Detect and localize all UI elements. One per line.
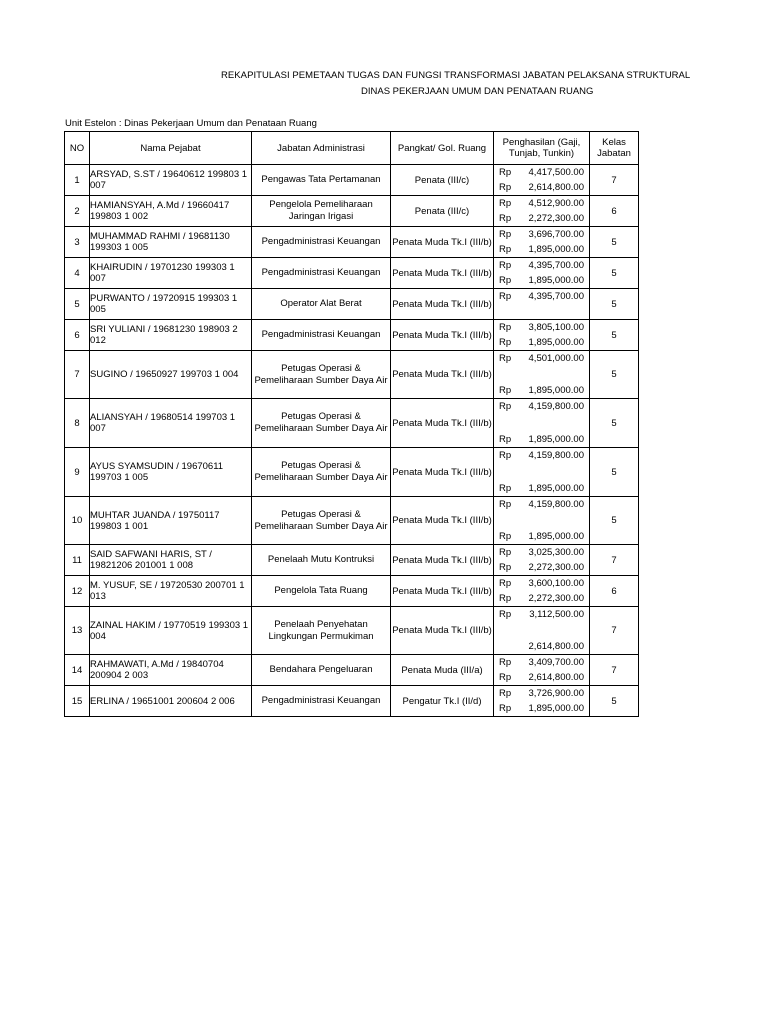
cell-kelas-jabatan: 7 (590, 545, 639, 576)
header-jabatan: Jabatan Administrasi (252, 132, 391, 165)
cell-nama-pejabat: SRI YULIANI / 19681230 198903 2 012 (90, 320, 252, 351)
penghasilan-lines (494, 448, 589, 496)
penghasilan-lines (494, 289, 589, 319)
cell-nama-pejabat: AYUS SYAMSUDIN / 19670611 199703 1 005 (90, 448, 252, 497)
amount-value: 3,805,100.00 (528, 322, 584, 333)
penghasilan-lines (494, 258, 589, 288)
amount-value: 4,159,800.00 (528, 401, 584, 412)
cell-no: 2 (65, 196, 90, 227)
cell-no: 11 (65, 545, 90, 576)
currency-label: Rp (499, 213, 512, 224)
cell-kelas-jabatan: 7 (590, 607, 639, 655)
cell-nama-pejabat: PURWANTO / 19720915 199303 1 005 (90, 289, 252, 320)
amount-value: 1,895,000.00 (528, 531, 584, 542)
cell-jabatan: Petugas Operasi & Pemeliharaan Sumber Daya Air (252, 448, 391, 497)
currency-label: Rp (499, 291, 512, 302)
currency-label (494, 639, 522, 654)
amount-value: 4,159,800.00 (528, 499, 584, 510)
currency-label: Rp (499, 337, 512, 348)
cell-kelas-jabatan: 5 (590, 351, 639, 399)
cell-pangkat: Penata Muda Tk.I (III/b) (391, 351, 494, 399)
cell-no: 8 (65, 399, 90, 448)
penghasilan-line-1 (494, 607, 589, 622)
currency-label: Rp (499, 401, 512, 412)
currency-label: Rp (499, 275, 512, 286)
currency-label: Rp (499, 229, 512, 240)
amount-value: 2,272,300.00 (528, 562, 584, 573)
cell-no: 13 (65, 607, 90, 655)
currency-label: Rp (499, 260, 512, 271)
cell-pangkat: Penata Muda Tk.I (III/b) (391, 576, 494, 607)
amount-value: 3,409,700.00 (528, 657, 584, 668)
penghasilan-line-2 (494, 560, 589, 575)
penghasilan-lines (494, 545, 589, 575)
penghasilan-line-2 (494, 481, 589, 496)
amount-value: 1,895,000.00 (528, 275, 584, 286)
cell-jabatan: Pengadministrasi Keuangan (252, 227, 391, 258)
cell-penghasilan (494, 607, 590, 655)
table-row (65, 448, 639, 497)
penghasilan-line-2 (494, 273, 589, 288)
cell-penghasilan (494, 289, 590, 320)
unit-label: Unit Estelon : Dinas Pekerjaan Umum dan Penataan Ruang (65, 118, 317, 129)
penghasilan-line-1 (494, 545, 589, 560)
currency-label: Rp (499, 657, 512, 668)
cell-kelas-jabatan: 6 (590, 196, 639, 227)
cell-pangkat: Penata (III/c) (391, 165, 494, 196)
amount-value: 1,895,000.00 (528, 337, 584, 348)
cell-jabatan: Pengadministrasi Keuangan (252, 258, 391, 289)
table-row (65, 227, 639, 258)
amount-value: 4,417,500.00 (528, 167, 584, 178)
penghasilan-line-1 (494, 165, 589, 180)
currency-label: Rp (499, 672, 512, 683)
currency-label: Rp (499, 385, 512, 396)
cell-kelas-jabatan: 7 (590, 655, 639, 686)
penghasilan-lines (494, 607, 589, 654)
currency-label: Rp (499, 562, 512, 573)
cell-jabatan: Pengawas Tata Pertamanan (252, 165, 391, 196)
cell-jabatan: Penelaah Penyehatan Lingkungan Permukiman (252, 607, 391, 655)
cell-penghasilan (494, 399, 590, 448)
cell-kelas-jabatan: 6 (590, 576, 639, 607)
amount-value: 4,512,900.00 (528, 198, 584, 209)
table-row (65, 351, 639, 399)
cell-pangkat: Penata Muda Tk.I (III/b) (391, 227, 494, 258)
cell-penghasilan (494, 258, 590, 289)
amount-value: 4,395,700.00 (528, 291, 584, 302)
cell-jabatan: Petugas Operasi & Pemeliharaan Sumber Daya Air (252, 351, 391, 399)
cell-pangkat: Penata Muda Tk.I (III/b) (391, 258, 494, 289)
table-body (65, 165, 639, 717)
amount-value: 3,726,900.00 (528, 688, 584, 699)
document-subtitle: DINAS PEKERJAAN UMUM DAN PENATAAN RUANG (361, 86, 594, 97)
cell-no: 12 (65, 576, 90, 607)
cell-penghasilan (494, 655, 590, 686)
penghasilan-line-2 (494, 211, 589, 226)
table-row (65, 655, 639, 686)
penghasilan-lines (494, 165, 589, 195)
penghasilan-lines (494, 686, 589, 716)
header-nama: Nama Pejabat (90, 132, 252, 165)
amount-value: 4,395,700.00 (528, 260, 584, 271)
penghasilan-line-2 (494, 639, 589, 654)
amount-value: 2,614,800.00 (528, 672, 584, 683)
cell-kelas-jabatan: 5 (590, 258, 639, 289)
currency-label: Rp (499, 531, 512, 542)
penghasilan-line-2 (494, 180, 589, 195)
penghasilan-line-1 (494, 686, 589, 701)
document-title: REKAPITULASI PEMETAAN TUGAS DAN FUNGSI TRANSFORMASI JABATAN PELAKSANA STRUKTURAL (221, 70, 691, 81)
penghasilan-line-1 (494, 655, 589, 670)
currency-label: Rp (499, 182, 512, 193)
cell-penghasilan (494, 351, 590, 399)
penghasilan-line-1 (494, 497, 589, 512)
cell-kelas-jabatan: 5 (590, 497, 639, 545)
table-row (65, 576, 639, 607)
cell-jabatan: Pengelola Pemeliharaan Jaringan Irigasi (252, 196, 391, 227)
cell-pangkat: Penata Muda Tk.I (III/b) (391, 320, 494, 351)
header-no: NO (65, 132, 90, 165)
cell-nama-pejabat: ERLINA / 19651001 200604 2 006 (90, 686, 252, 717)
penghasilan-line-2 (494, 242, 589, 257)
penghasilan-line-1 (494, 258, 589, 273)
cell-jabatan: Pengadministrasi Keuangan (252, 686, 391, 717)
amount-value: 4,501,000.00 (528, 353, 584, 364)
cell-penghasilan (494, 320, 590, 351)
currency-label: Rp (499, 450, 512, 461)
cell-penghasilan (494, 497, 590, 545)
cell-no: 7 (65, 351, 90, 399)
penghasilan-lines (494, 576, 589, 606)
penghasilan-lines (494, 399, 589, 447)
cell-no: 3 (65, 227, 90, 258)
table-header-row (65, 132, 639, 165)
cell-nama-pejabat: SAID SAFWANI HARIS, ST / 19821206 201001 1 008 (90, 545, 252, 576)
cell-kelas-jabatan: 5 (590, 227, 639, 258)
currency-label: Rp (499, 578, 512, 589)
penghasilan-line-2 (494, 591, 589, 606)
amount-value: 1,895,000.00 (528, 483, 584, 494)
penghasilan-line-1 (494, 227, 589, 242)
cell-kelas-jabatan: 7 (590, 165, 639, 196)
cell-no: 6 (65, 320, 90, 351)
cell-pangkat: Penata Muda Tk.I (III/b) (391, 399, 494, 448)
cell-penghasilan (494, 686, 590, 717)
currency-label: Rp (499, 244, 512, 255)
currency-label: Rp (499, 483, 512, 494)
currency-label: Rp (499, 703, 512, 714)
currency-label: Rp (499, 167, 512, 178)
table-row (65, 607, 639, 655)
amount-value: 1,895,000.00 (528, 434, 584, 445)
cell-nama-pejabat: SUGINO / 19650927 199703 1 004 (90, 351, 252, 399)
table-row (65, 258, 639, 289)
cell-nama-pejabat: MUHAMMAD RAHMI / 19681130 199303 1 005 (90, 227, 252, 258)
cell-pangkat: Pengatur Tk.I (II/d) (391, 686, 494, 717)
cell-no: 4 (65, 258, 90, 289)
cell-no: 9 (65, 448, 90, 497)
penghasilan-lines (494, 227, 589, 257)
amount-value: 2,272,300.00 (528, 593, 584, 604)
cell-nama-pejabat: MUHTAR JUANDA / 19750117 199803 1 001 (90, 497, 252, 545)
cell-no: 5 (65, 289, 90, 320)
cell-kelas-jabatan: 5 (590, 320, 639, 351)
table-row (65, 399, 639, 448)
penghasilan-line-1 (494, 320, 589, 335)
cell-pangkat: Penata Muda Tk.I (III/b) (391, 497, 494, 545)
recap-table (64, 131, 639, 717)
penghasilan-line-1 (494, 448, 589, 463)
currency-label (494, 304, 522, 319)
cell-kelas-jabatan: 5 (590, 399, 639, 448)
cell-nama-pejabat: M. YUSUF, SE / 19720530 200701 1 013 (90, 576, 252, 607)
amount-value: 2,614,800.00 (528, 182, 584, 193)
cell-jabatan: Operator Alat Berat (252, 289, 391, 320)
amount-value: 1,895,000.00 (528, 385, 584, 396)
table-row (65, 497, 639, 545)
cell-nama-pejabat: ALIANSYAH / 19680514 199703 1 007 (90, 399, 252, 448)
cell-penghasilan (494, 448, 590, 497)
penghasilan-line-1 (494, 576, 589, 591)
penghasilan-line-1 (494, 289, 589, 304)
amount-value: 1,895,000.00 (528, 244, 584, 255)
currency-label: Rp (499, 609, 512, 620)
table-row (65, 165, 639, 196)
penghasilan-lines (494, 196, 589, 226)
cell-nama-pejabat: HAMIANSYAH, A.Md / 19660417 199803 1 002 (90, 196, 252, 227)
cell-no: 10 (65, 497, 90, 545)
currency-label: Rp (499, 688, 512, 699)
cell-no: 14 (65, 655, 90, 686)
cell-penghasilan (494, 576, 590, 607)
currency-label: Rp (499, 547, 512, 558)
amount-value: 3,696,700.00 (528, 229, 584, 240)
cell-kelas-jabatan: 5 (590, 448, 639, 497)
currency-label: Rp (499, 593, 512, 604)
penghasilan-line-2 (494, 335, 589, 350)
penghasilan-lines (494, 655, 589, 685)
amount-value: 3,025,300.00 (528, 547, 584, 558)
penghasilan-line-2 (494, 383, 589, 398)
currency-label: Rp (499, 353, 512, 364)
cell-jabatan: Petugas Operasi & Pemeliharaan Sumber Daya Air (252, 399, 391, 448)
cell-jabatan: Petugas Operasi & Pemeliharaan Sumber Daya Air (252, 497, 391, 545)
header-kelas: Kelas Jabatan (590, 132, 639, 165)
cell-jabatan: Pengadministrasi Keuangan (252, 320, 391, 351)
cell-penghasilan (494, 196, 590, 227)
penghasilan-lines (494, 497, 589, 544)
table-row (65, 545, 639, 576)
penghasilan-line-2 (494, 304, 589, 319)
cell-pangkat: Penata Muda Tk.I (III/b) (391, 448, 494, 497)
cell-pangkat: Penata (III/c) (391, 196, 494, 227)
header-penghasilan: Penghasilan (Gaji, Tunjab, Tunkin) (494, 132, 590, 165)
cell-nama-pejabat: RAHMAWATI, A.Md / 19840704 200904 2 003 (90, 655, 252, 686)
cell-kelas-jabatan: 5 (590, 289, 639, 320)
cell-nama-pejabat: ZAINAL HAKIM / 19770519 199303 1 004 (90, 607, 252, 655)
table-row (65, 196, 639, 227)
table-row (65, 320, 639, 351)
cell-nama-pejabat: ARSYAD, S.ST / 19640612 199803 1 007 (90, 165, 252, 196)
cell-kelas-jabatan: 5 (590, 686, 639, 717)
amount-value: 1,895,000.00 (528, 703, 584, 714)
cell-penghasilan (494, 227, 590, 258)
amount-value: 4,159,800.00 (528, 450, 584, 461)
penghasilan-line-2 (494, 670, 589, 685)
currency-label: Rp (499, 322, 512, 333)
amount-value: 3,112,500.00 (529, 609, 584, 620)
table-row (65, 686, 639, 717)
cell-jabatan: Pengelola Tata Ruang (252, 576, 391, 607)
cell-penghasilan (494, 165, 590, 196)
amount-value: 2,272,300.00 (528, 213, 584, 224)
penghasilan-line-2 (494, 701, 589, 716)
cell-pangkat: Penata Muda Tk.I (III/b) (391, 545, 494, 576)
penghasilan-line-2 (494, 432, 589, 447)
penghasilan-lines (494, 351, 589, 398)
penghasilan-line-1 (494, 399, 589, 414)
penghasilan-line-2 (494, 529, 589, 544)
table-row (65, 289, 639, 320)
cell-jabatan: Bendahara Pengeluaran (252, 655, 391, 686)
currency-label: Rp (499, 434, 512, 445)
amount-value: 3,600,100.00 (528, 578, 584, 589)
penghasilan-lines (494, 320, 589, 350)
cell-jabatan: Penelaah Mutu Kontruksi (252, 545, 391, 576)
currency-label: Rp (499, 499, 512, 510)
penghasilan-line-1 (494, 351, 589, 366)
cell-pangkat: Penata Muda Tk.I (III/b) (391, 289, 494, 320)
amount-value: 2,614,800.00 (528, 641, 584, 652)
penghasilan-line-1 (494, 196, 589, 211)
currency-label: Rp (499, 198, 512, 209)
amount-value (522, 304, 589, 319)
cell-no: 1 (65, 165, 90, 196)
cell-no: 15 (65, 686, 90, 717)
cell-pangkat: Penata Muda (III/a) (391, 655, 494, 686)
header-pangkat: Pangkat/ Gol. Ruang (391, 132, 494, 165)
cell-pangkat: Penata Muda Tk.I (III/b) (391, 607, 494, 655)
cell-nama-pejabat: KHAIRUDIN / 19701230 199303 1 007 (90, 258, 252, 289)
cell-penghasilan (494, 545, 590, 576)
